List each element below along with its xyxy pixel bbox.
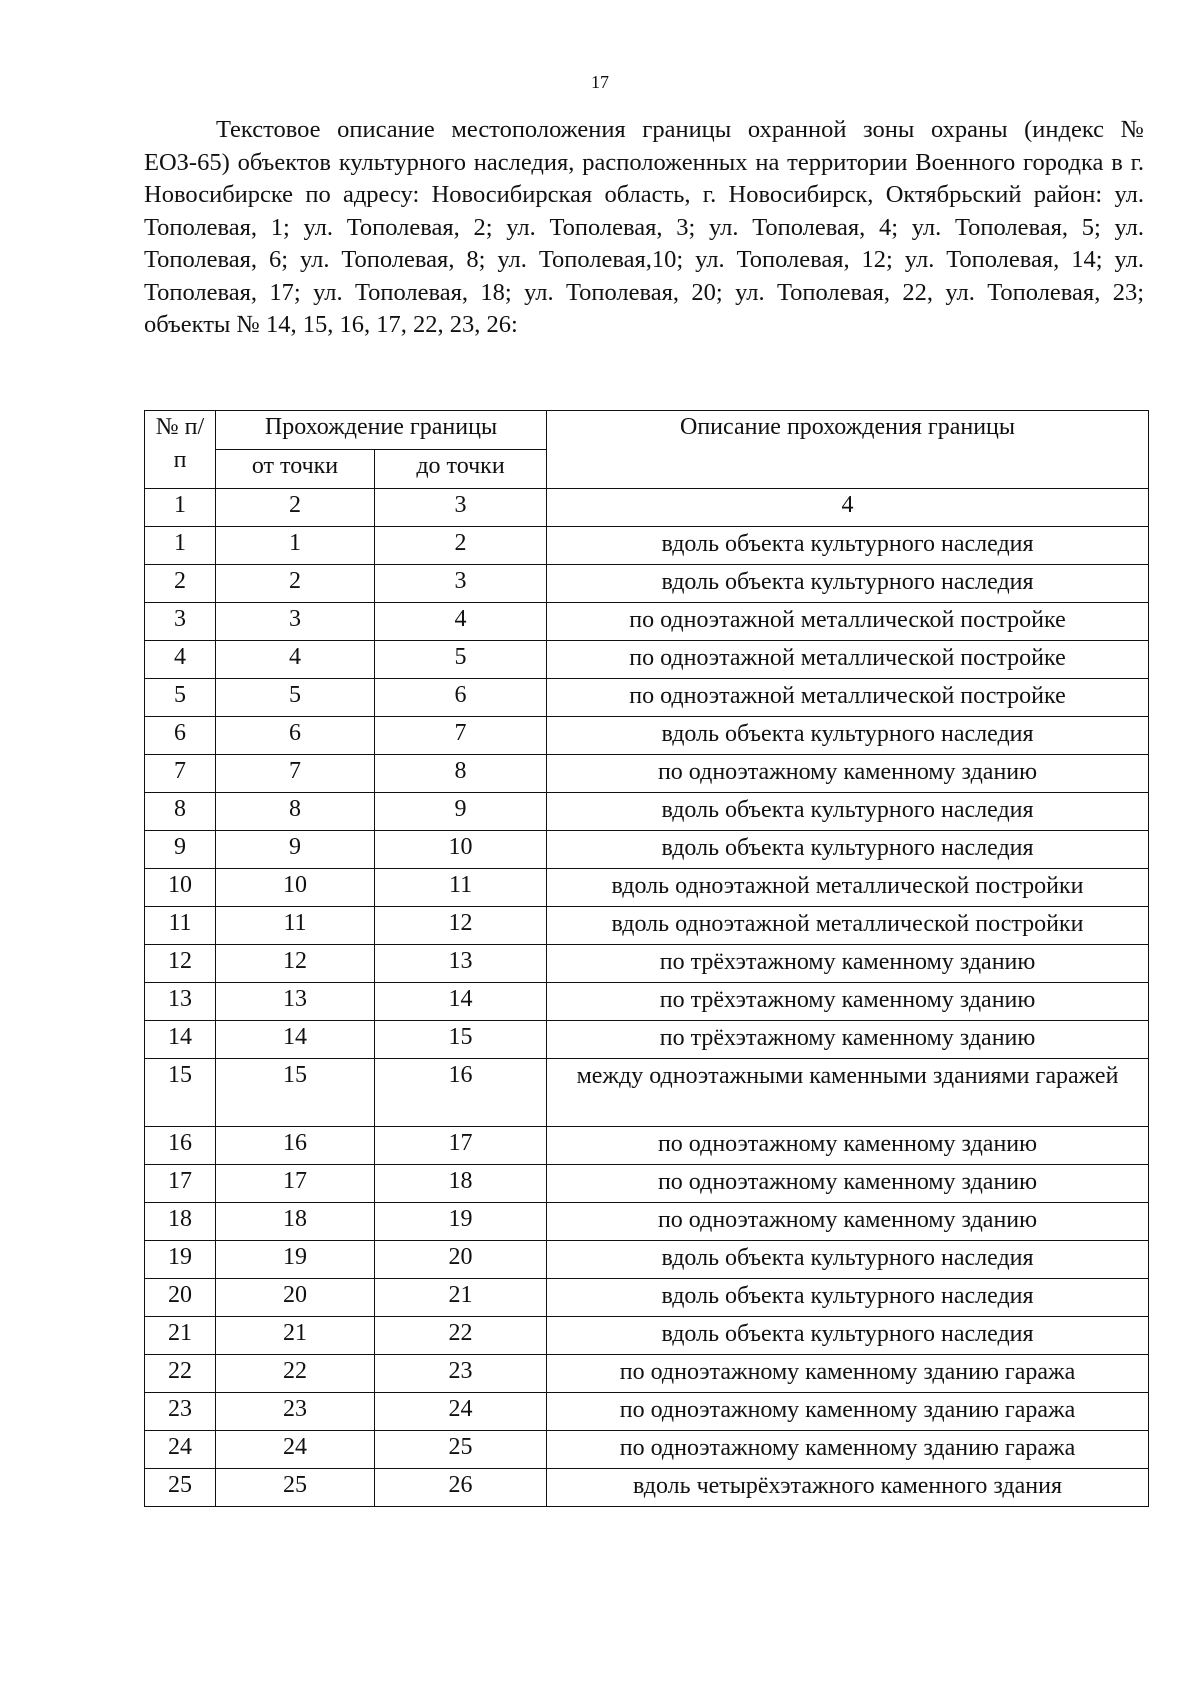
row-number-cell: 4 [145,641,216,679]
to-point-cell: 13 [375,945,547,983]
table-row [145,1279,1149,1317]
table-row [145,1355,1149,1393]
from-point-cell: 14 [216,1021,375,1059]
from-point-cell: 9 [216,831,375,869]
to-point-cell: 3 [375,565,547,603]
description-cell: вдоль объекта культурного наследия [547,527,1149,565]
column-number: 1 [145,489,216,527]
description-cell: по одноэтажной металлической постройке [547,641,1149,679]
from-point-cell: 11 [216,907,375,945]
from-point-cell: 2 [216,565,375,603]
to-point-cell: 22 [375,1317,547,1355]
to-point-cell: 12 [375,907,547,945]
table-row [145,1317,1149,1355]
to-point-cell: 15 [375,1021,547,1059]
from-point-cell: 5 [216,679,375,717]
row-number-cell: 7 [145,755,216,793]
to-point-cell: 26 [375,1469,547,1507]
table-row [145,945,1149,983]
row-number-cell: 22 [145,1355,216,1393]
to-point-cell: 7 [375,717,547,755]
description-cell: по одноэтажной металлической постройке [547,679,1149,717]
table-row [145,1059,1149,1127]
row-number-cell: 20 [145,1279,216,1317]
row-number-cell: 12 [145,945,216,983]
from-point-cell: 12 [216,945,375,983]
description-cell: вдоль объекта культурного наследия [547,1241,1149,1279]
row-number-cell: 23 [145,1393,216,1431]
description-cell: вдоль объекта культурного наследия [547,1279,1149,1317]
intro-paragraph: Текстовое описание местоположения границы охранной зоны охраны (индекс № ЕОЗ-65) объектов культурного наследия, расположенных на территории Военного городка в г. Новосибирске по адресу: Новосибирская область, г. Новосибирск, Октябрьский район: ул. Тополевая, 1; ул. Тополевая, 2; ул. Тополевая, 3; ул. Тополевая, 4; ул. Тополевая, 5; ул. Тополевая, 6; ул. Тополевая, 8; ул. Тополевая,10; ул. Тополевая, 12; ул. Тополевая, 14; ул. Тополевая, 17; ул. Тополевая, 18; ул. Тополевая, 20; ул. Тополевая, 22, ул. Тополевая, 23; объекты № 14, 15, 16, 17, 22, 23, 26: [144,116,1144,338]
description-cell: по трёхэтажному каменному зданию [547,1021,1149,1059]
row-number-cell: 1 [145,527,216,565]
description-cell: по трёхэтажному каменному зданию [547,983,1149,1021]
row-number-cell: 25 [145,1469,216,1507]
description-cell: по одноэтажному каменному зданию гаража [547,1393,1149,1431]
to-point-cell: 6 [375,679,547,717]
row-number-cell: 5 [145,679,216,717]
from-point-cell: 10 [216,869,375,907]
table-row [145,793,1149,831]
to-point-cell: 4 [375,603,547,641]
from-point-cell: 23 [216,1393,375,1431]
description-cell: по одноэтажному каменному зданию [547,1203,1149,1241]
to-point-cell: 20 [375,1241,547,1279]
row-number-cell: 18 [145,1203,216,1241]
table-row [145,603,1149,641]
page-number: 17 [591,72,609,92]
row-number-cell: 16 [145,1127,216,1165]
description-cell: по одноэтажному каменному зданию [547,755,1149,793]
table-row [145,1469,1149,1507]
description-cell: по одноэтажному каменному зданию гаража [547,1431,1149,1469]
description-cell: вдоль одноэтажной металлической постройки [547,907,1149,945]
column-number: 4 [547,489,1149,527]
header-description: Описание прохождения границы [547,411,1149,489]
from-point-cell: 24 [216,1431,375,1469]
table-row [145,1241,1149,1279]
to-point-cell: 14 [375,983,547,1021]
description-cell: вдоль объекта культурного наследия [547,831,1149,869]
from-point-cell: 18 [216,1203,375,1241]
row-number-cell: 14 [145,1021,216,1059]
from-point-cell: 25 [216,1469,375,1507]
from-point-cell: 20 [216,1279,375,1317]
to-point-cell: 18 [375,1165,547,1203]
table-row [145,1021,1149,1059]
from-point-cell: 1 [216,527,375,565]
column-number: 2 [216,489,375,527]
row-number-cell: 8 [145,793,216,831]
from-point-cell: 4 [216,641,375,679]
from-point-cell: 13 [216,983,375,1021]
row-number-cell: 3 [145,603,216,641]
table-row [145,1431,1149,1469]
row-number-cell: 19 [145,1241,216,1279]
description-cell: между одноэтажными каменными зданиями гаражей [547,1059,1149,1127]
from-point-cell: 17 [216,1165,375,1203]
table-row [145,527,1149,565]
from-point-cell: 16 [216,1127,375,1165]
table-row [145,755,1149,793]
table-row [145,1393,1149,1431]
to-point-cell: 17 [375,1127,547,1165]
table-row [145,1127,1149,1165]
from-point-cell: 8 [216,793,375,831]
to-point-cell: 19 [375,1203,547,1241]
to-point-cell: 24 [375,1393,547,1431]
from-point-cell: 19 [216,1241,375,1279]
table-row [145,869,1149,907]
table-header [145,411,1149,527]
description-cell: вдоль четырёхэтажного каменного здания [547,1469,1149,1507]
description-cell: вдоль объекта культурного наследия [547,717,1149,755]
row-number-cell: 9 [145,831,216,869]
from-point-cell: 7 [216,755,375,793]
row-number-cell: 6 [145,717,216,755]
table-row [145,1165,1149,1203]
from-point-cell: 6 [216,717,375,755]
row-number-cell: 10 [145,869,216,907]
to-point-cell: 10 [375,831,547,869]
to-point-cell: 8 [375,755,547,793]
header-num: № п/п [145,411,216,489]
header-from: от точки [216,450,375,489]
from-point-cell: 21 [216,1317,375,1355]
to-point-cell: 16 [375,1059,547,1127]
header-passage: Прохождение границы [216,411,547,450]
table-row [145,983,1149,1021]
table-body [145,527,1149,1507]
to-point-cell: 25 [375,1431,547,1469]
description-cell: по одноэтажному каменному зданию [547,1127,1149,1165]
from-point-cell: 22 [216,1355,375,1393]
column-number: 3 [375,489,547,527]
from-point-cell: 3 [216,603,375,641]
row-number-cell: 2 [145,565,216,603]
to-point-cell: 9 [375,793,547,831]
to-point-cell: 23 [375,1355,547,1393]
description-cell: по одноэтажному каменному зданию гаража [547,1355,1149,1393]
table-row [145,641,1149,679]
table-row [145,565,1149,603]
table-row [145,907,1149,945]
row-number-cell: 13 [145,983,216,1021]
row-number-cell: 21 [145,1317,216,1355]
description-cell: вдоль объекта культурного наследия [547,565,1149,603]
row-number-cell: 15 [145,1059,216,1127]
boundary-table [144,410,1149,1507]
description-cell: вдоль объекта культурного наследия [547,793,1149,831]
description-cell: по одноэтажному каменному зданию [547,1165,1149,1203]
description-cell: вдоль объекта культурного наследия [547,1317,1149,1355]
description-cell: вдоль одноэтажной металлической постройки [547,869,1149,907]
table-row [145,679,1149,717]
table-row [145,1203,1149,1241]
row-number-cell: 24 [145,1431,216,1469]
to-point-cell: 5 [375,641,547,679]
table-row [145,831,1149,869]
header-to: до точки [375,450,547,489]
to-point-cell: 21 [375,1279,547,1317]
row-number-cell: 11 [145,907,216,945]
to-point-cell: 11 [375,869,547,907]
description-cell: по трёхэтажному каменному зданию [547,945,1149,983]
from-point-cell: 15 [216,1059,375,1127]
row-number-cell: 17 [145,1165,216,1203]
description-cell: по одноэтажной металлической постройке [547,603,1149,641]
table-row [145,717,1149,755]
to-point-cell: 2 [375,527,547,565]
